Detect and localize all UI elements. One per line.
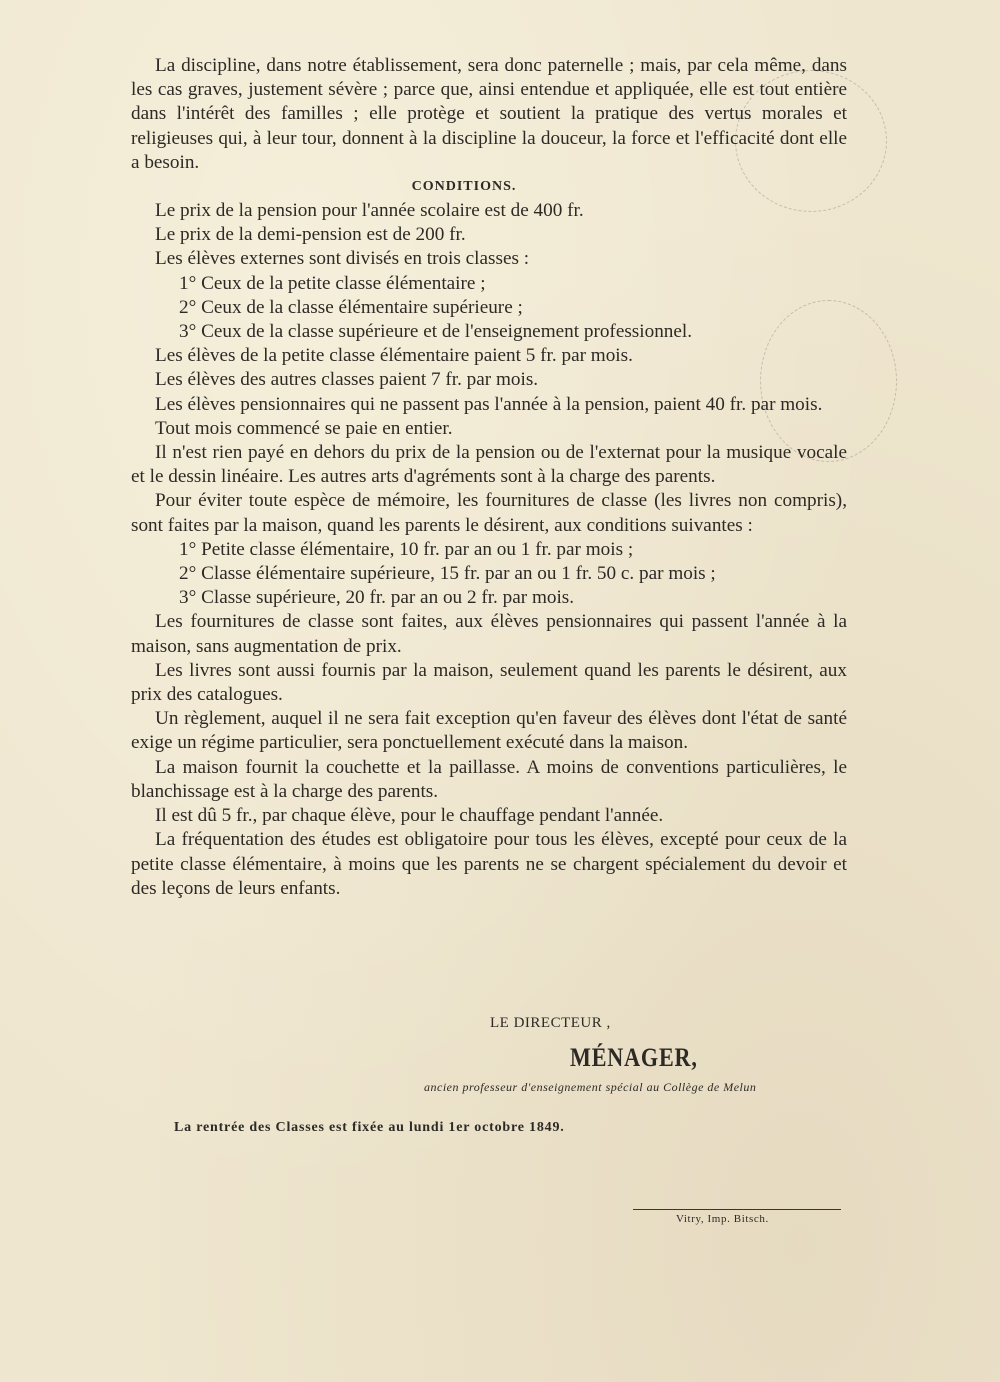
signature-title: ancien professeur d'enseignement spécial au Collège de Melun xyxy=(424,1080,757,1094)
rentree-notice: La rentrée des Classes est fixée au lundi 1er octobre 1849. xyxy=(174,1120,565,1135)
body-text xyxy=(131,54,847,901)
class-item: 1° Ceux de la petite classe élémentaire ; xyxy=(179,272,486,294)
price-petite-classe: Les élèves de la petite classe élémentaire paient 5 fr. par mois. xyxy=(155,345,633,367)
signature-name: MÉNAGER, xyxy=(570,1043,698,1072)
chauffage-line: Il est dû 5 fr., par chaque élève, pour le chauffage pendant l'année. xyxy=(155,805,664,827)
price-pensionnaires: Les élèves pensionnaires qui ne passent pas l'année à la pension, paient 40 fr. par mois. xyxy=(155,393,823,415)
pension-price: Le prix de la pension pour l'année scolaire est de 400 fr. xyxy=(155,200,584,222)
intro-paragraph: La discipline, dans notre établissement, sera donc paternelle ; mais, par cela même, dans les cas graves, justement sévère ; parce que, ainsi entendue et appliquée, elle est tout entière dans l'intérêt des familles ; elle protège et soutient la pratique des vertus morales et religieuses qui, à leur tour, donnent à la discipline la douceur, la force et l'efficacité dont elle a besoin. xyxy=(131,55,847,173)
demi-pension-price: Le prix de la demi-pension est de 200 fr. xyxy=(155,224,466,246)
class-item: 3° Ceux de la classe supérieure et de l'enseignement professionnel. xyxy=(179,321,693,343)
price-autres-classes: Les élèves des autres classes paient 7 fr. par mois. xyxy=(155,369,539,391)
couchette-paragraph: La maison fournit la couchette et la paillasse. A moins de conventions particulières, le blanchissage est à la charge des parents. xyxy=(131,756,847,802)
conditions-heading: CONDITIONS. xyxy=(411,179,517,195)
imprint-rule xyxy=(633,1209,841,1210)
fourniture-item: 1° Petite classe élémentaire, 10 fr. par an ou 1 fr. par mois ; xyxy=(179,538,634,560)
fourniture-item: 2° Classe élémentaire supérieure, 15 fr. par an ou 1 fr. 50 c. par mois ; xyxy=(179,563,716,585)
externes-intro: Les élèves externes sont divisés en trois classes : xyxy=(155,248,530,270)
printer-imprint: Vitry, Imp. Bitsch. xyxy=(676,1213,769,1225)
frequentation-paragraph: La fréquentation des études est obligatoire pour tous les élèves, excepté pour ceux de la petite classe élémentaire, à moins que les parents ne se chargent spécialement du devoir et des leçons de leurs enfants. xyxy=(131,829,847,899)
fourniture-item: 3° Classe supérieure, 20 fr. par an ou 2 fr. par mois. xyxy=(179,587,575,609)
class-item: 2° Ceux de la classe élémentaire supérieure ; xyxy=(179,296,523,318)
mois-commence: Tout mois commencé se paie en entier. xyxy=(155,417,453,439)
fournitures-pension-paragraph: Les fournitures de classe sont faites, aux élèves pensionnaires qui passent l'année à la maison, sans augmentation de prix. xyxy=(131,611,847,657)
signature-role: LE DIRECTEUR , xyxy=(490,1015,611,1031)
rien-paye-paragraph: Il n'est rien payé en dehors du prix de la pension ou de l'externat pour la musique vocale et le dessin linéaire. Les autres arts d'agréments sont à la charge des parents. xyxy=(131,442,847,488)
livres-paragraph: Les livres sont aussi fournis par la maison, seulement quand les parents le désirent, aux prix des catalogues. xyxy=(131,659,847,706)
reglement-paragraph: Un règlement, auquel il ne sera fait exception qu'en faveur des élèves dont l'état de santé exige un régime particulier, sera ponctuellement exécuté dans la maison. xyxy=(131,708,847,754)
fournitures-intro: Pour éviter toute espèce de mémoire, les fournitures de classe (les livres non compris), sont faites par la maison, quand les parents le désirent, aux conditions suivantes : xyxy=(131,490,847,536)
